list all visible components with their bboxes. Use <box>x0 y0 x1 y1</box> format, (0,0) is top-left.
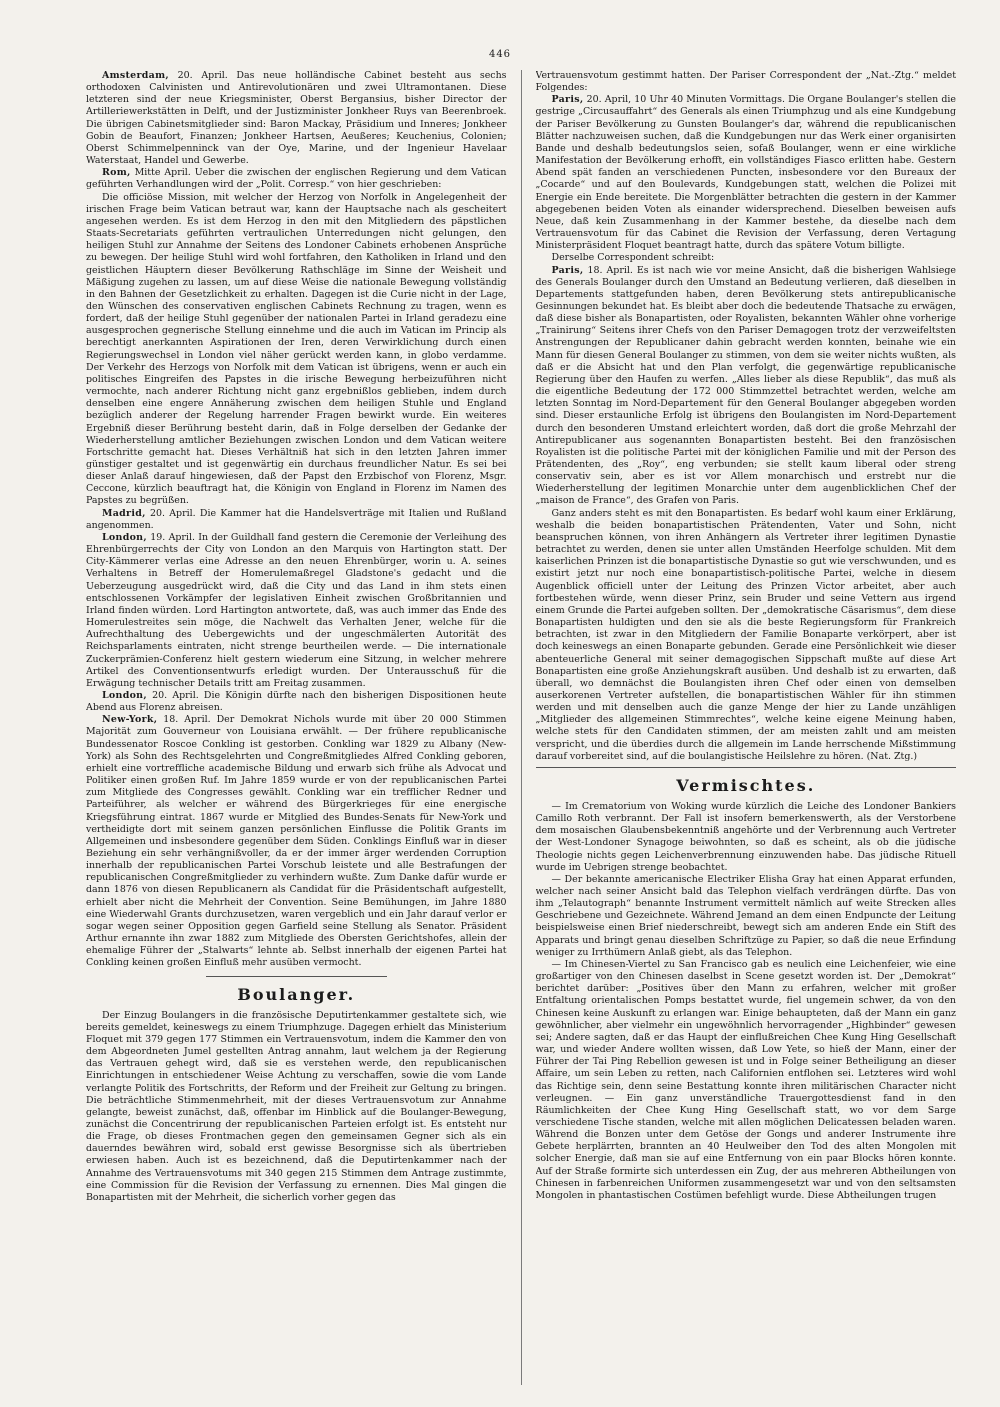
article-paragraph <box>86 532 507 690</box>
article-paragraph <box>536 94 957 252</box>
foreign-news-articles <box>86 70 507 970</box>
article-text: Ganz anders steht es mit den Bonapartisten. Es bedarf wohl kaum einer Erklärung, weshalb die beiden bonapartistischen Prätendenten, Vater und Sohn, nicht beanspruchen können, von ihren Anhängern als Vertreter ihrer legitimen Dynastie betrachtet zu werden, denen sie unter allen Umständen Heerfolge schulden. Mit dem kaiserlichen Prinzen ist die bonapartistische Dynastie so gut wie verschwunden, und es existirt jetzt nur noch eine bonapartistisch-politische Partei, welche in diesem Augenblick officiell unter der Leitung des Prinzen Victor arbeitet, aber auch fortbestehen würde, wenn dieser Prinz, sein Bruder und seine Vettern aus irgend einem Grunde die Partei aufgeben sollten. Der „demokratische Cäsarismus“, dem diese Bonapartisten huldigten und den sie als die beste Regierungsform für Frankreich betrachten, ist zwar in den Mitgliedern der Familie Bonaparte verkörpert, aber ist doch keineswegs an einen Bonaparte gebunden. Gerade eine Persönlichkeit wie dieser abenteuerliche General mit seiner demagogischen Sippschaft mußte auf diese Art Bonapartisten eine große Anziehungskraft ausüben. Und deshalb ist zu erwarten, daß überall, wo demnächst die Boulangisten ihren Chef oder einen von demselben auserkorenen Vertreter aufstellen, die bonapartistischen Wähler für ihn stimmen werden und mit denselben auch die ganze Menge der hier zu Lande unzähligen „Mitglieder des allgemeinen Stimmrechtes“, welche keine eigene Meinung haben, welche stets für den Candidaten stimmen, der am meisten zahlt und am meisten verspricht, und die überdies durch die allgemein im Lande herrschende Mißstimmung darauf vorbereitet sind, auf die boulangistische Heilslehre zu hören. (Nat. Ztg.) <box>535 507 956 762</box>
dateline: Amsterdam, <box>102 70 169 81</box>
article-text: 20. April. Das neue holländische Cabinet besteht aus sechs orthodoxen Calvinisten und Antirevolutionären und zwei Ultramontanen. Diese letzteren sind der neue Kriegsminister, Oberst Bergansius, bisher Director der Artilleriewerkstätten in Delft, und der Justizminister Jonkheer Ruys van Beerenbroek. Die übrigen Cabinetsmitglieder sind: Baron Mackay, Präsidium und Inneres; Jonkheer Gobin de Beaufort, Finanzen; Jonkheer Hartsen, Aeußeres; Keuchenius, Colonien; Oberst Schimmelpenninck van der Oye, Marine, und der Ingenieur Havelaar Waterstaat, Handel und Gewerbe. <box>86 70 507 167</box>
article-text: 20. April. Die Kammer hat die Handelsverträge mit Italien und Rußland angenommen. <box>86 507 507 531</box>
article-text: Die officiöse Mission, mit welcher der Herzog von Norfolk in Angelegenheit der irischen Frage beim Vatican betraut war, kann der Hauptsache nach als gescheitert angesehen werden. Es ist dem Herzog in den mit den Mitgliedern des päpstlichen Staats-Secretariats geführten vertraulichen Unterredungen nicht gelungen, den heiligen Stuhl zur Annahme der Seitens des Londoner Cabinets erhobenen Ansprüche zu bewegen. Der heilige Stuhl wird wohl fortfahren, den Katholiken in Irland und den geistlichen Häuptern dieser Bevölkerung Rathschläge im Sinne der Weisheit und Mäßigung zugehen zu lassen, um auf diese Weise die nationale Bewegung vollständig in den Bahnen der Gesetzlichkeit zu erhalten. Dagegen ist die Curie nicht in der Lage, den Wünschen des conservativen englischen Cabinets Rechnung zu tragen, wenn es fordert, daß der heilige Stuhl gegenüber der nationalen Partei in Irland geradezu eine ausgesprochen gegnerische Stellung einnehme und die auch im Vatican im Princip als berechtigt anerkannten Aspirationen der Iren, deren Verwirklichung durch einen Regierungswechsel in London viel näher gerückt werden kann, in globo verdamme. Der Verkehr des Herzogs von Norfolk mit dem Vatican ist übrigens, wenn er auch ein politisches Eingreifen des Papstes in die irische Bewegung herbeizuführen nicht vermochte, nach anderer Richtung nicht ganz ergebnißlos geblieben, indem durch denselben eine engere Annäherung zwischen dem heiligen Stuhle und England bezüglich anderer der Regelung harrender Fragen bewirkt wurde. Ein weiteres Ergebniß dieser Berührung besteht darin, daß in Folge derselben der Gedanke der Wiederherstellung amtlicher Beziehungen zwischen London und dem Vatican weitere Fortschritte gemacht hat. Dieses Verhältniß hat sich in den letzten Jahren immer günstiger gestaltet und ist gegenwärtig ein durchaus freundlicher Natur. Es sei bei dieser Anlaß darauf hingewiesen, daß der Papst den Erzbischof von Florenz, Msgr. Ceccone, kürzlich beauftragt hat, die Königin von England in Florenz im Namen des Papstes zu begrüßen. <box>86 191 507 507</box>
dateline: Paris, <box>551 264 584 276</box>
article-paragraph <box>86 192 507 508</box>
vermischtes-heading: Vermischtes. <box>676 775 816 795</box>
article-paragraph <box>536 265 957 508</box>
article-text: Vertrauensvotum gestimmt hatten. Der Pariser Correspondent der „Nat.-Ztg.“ meldet Folgendes: <box>535 70 956 94</box>
dateline: London, <box>102 531 147 543</box>
boulanger-heading: Boulanger. <box>237 984 356 1004</box>
vermischtes-items <box>536 801 957 1202</box>
dateline: Paris, <box>551 94 584 106</box>
article-paragraph <box>536 70 957 94</box>
article-paragraph <box>536 508 957 763</box>
boulanger-continuation <box>536 70 957 763</box>
section-divider <box>536 767 957 768</box>
section-divider <box>206 976 387 977</box>
left-column <box>86 70 507 1385</box>
dateline: Rom, <box>102 167 131 179</box>
article-text: Derselbe Correspondent schreibt: <box>551 252 715 264</box>
columns <box>86 70 956 1385</box>
article-text: 20. April, 10 Uhr 40 Minuten Vormittags. Die Organe Boulanger's stellen die gestrige „Circusauffahrt“ des Generals als einen Triumphzug und als eine Kundgebung der Pariser Bevölkerung zu Gunsten Boulanger's dar, während die republicanischen Blätter nachzuweisen suchen, daß die Kundgebungen nur das Werk einer organisirten Bande und deshalb bedeutungslos seien, sofaß Boulanger, wenn er eine wirkliche Manifestation der Bevölkerung erhofft, ein vollständiges Fiasco erlitten habe. Gestern Abend spät fanden an verschiedenen Puncten, insbesondere vor den Bureaux der „Cocarde“ und auf den Boulevards, Kundgebungen statt, welchen die Polizei mit Energie ein Ende bereitete. Die Morgenblätter betrachten die gestern in der Kammer abgegebenen beiden Voten als einander widersprechend. Dieselben beweisen aufs Neue, daß kein Zusammenhang in der Kammer bestehe, da dieselbe nach dem Vertrauensvotum für das Cabinet die Revision der Verfassung, deren Vertagung Ministerpräsident Floquet beantragt hatte, durch das spätere Votum billigte. <box>535 94 956 252</box>
right-column <box>536 70 957 1385</box>
news-item: — Im Chinesen-Viertel zu San Francisco gab es neulich eine Leichenfeier, wie eine großartiger von den Chinesen daselbst in Scene gesetzt worden ist. Der „Demokrat“ berichtet darüber: „Positives über den Mann zu erfahren, welcher mit großer Entfaltung orientalischen Pomps bestattet wurde, fiel ungemein schwer, da von den Chinesen keine Auskunft zu erlangen war. Einige behaupteten, daß der Mann ein ganz gewöhnlicher, aber vielmehr ein ungewöhnlich hervorragender „Highbinder“ gewesen sei; Andere sagten, daß er das Haupt der einflußreichen Chee Kung Hing Gesellschaft war, und wieder Andere wollten wissen, daß Low Yete, so hieß der Mann, einer der Führer der Tai Ping Rebellion gewesen ist und in Folge seiner Betheiligung an dieser Affaire, um sein Leben zu retten, nach Californien entflohen sei. Letzteres wird wohl das Richtige sein, denn seine Bestattung konnte ihren militärischen Character nicht verleugnen. — Ein ganz unverständliche Trauergottesdienst fand in den Räumlichkeiten der Chee Kung Hing Gesellschaft statt, wo vor dem Sarge verschiedene Tische standen, welche mit allen möglichen Delicatessen beladen waren. Während die Bonzen unter dem Getöse der Gongs und anderer Instrumente ihre Gebete herplärrten, brannten an 40 Heulweiber den Tod des alten Mongolen mit solcher Energie, daß man sie auf eine Entfernung von ein paar Blocks hören konnte. Auf der Straße formirte sich unterdessen ein Zug, der aus mehreren Abtheilungen von Chinesen in farbenreichen Uniformen zusammengesetzt war und von den seltsamsten Mongolen in phantastischen Costümen befehligt wurde. Diese Abtheilungen trugen <box>535 958 956 1201</box>
article-text: Mitte April. Ueber die zwischen der englischen Regierung und dem Vatican geführten Verhandlungen wird der „Polit. Corresp.“ von hier geschrieben: <box>86 167 507 191</box>
dateline: Madrid, <box>102 507 146 519</box>
column-divider <box>521 70 522 1385</box>
boulanger-paragraph: Der Einzug Boulangers in die französische Deputirtenkammer gestaltete sich, wie bereits gemeldet, keineswegs zu einem Triumphzuge. Dagegen erhielt das Ministerium Floquet mit 379 gegen 177 Stimmen ein Vertrauensvotum, indem die Kammer den von dem Abgeordneten Jumel gestellten Antrag annahm, laut welchem ja der Regierung das Vertrauen gehegt wird, daß sie es verstehen werde, den republicanischen Einrichtungen in entschiedener Weise Achtung zu verschaffen, sowie die vom Lande verlangte Politik des Fortschritts, der Reform und der Freiheit zur Geltung zu bringen. Die beträchtliche Stimmenmehrheit, mit der dieses Vertrauensvotum zur Annahme gelangte, beweist zunächst, daß, offenbar im Hinblick auf die Boulanger-Bewegung, zunächst die Concentrirung der republicanischen Parteien erfolgt ist. Es entsteht nur die Frage, ob dieses Frontmachen gegen den gemeinsamen Gegner sich als ein dauerndes bewähren wird, sobald erst gewisse Besorgnisse sich als übertrieben erwiesen haben. Auch ist es bezeichnend, daß die Deputirtenkammer nach der Annahme des Vertrauensvotums mit 340 gegen 215 Stimmen dem Antrage zustimmte, eine Commission für die Revision der Verfassung zu ernennen. Dies Mal gingen die Bonapartisten mit der Mehrheit, die sicherlich vorher gegen das <box>86 1009 507 1203</box>
article-text: 18. April. Der Demokrat Nichols wurde mit über 20 000 Stimmen Majorität zum Gouverneur von Louisiana erwählt. — Der frühere republicanische Bundessenator Roscoe Conkling ist gestorben. Conkling war 1829 zu Albany (New-York) als Sohn des Rechtsgelehrten und Congreßmitgliedes Alfred Conkling geboren, erhielt eine vortreffliche academische Bildung und erwarb sich frühe als Advocat und Politiker einen großen Ruf. Im Jahre 1859 wurde er von der republicanischen Partei zum Mitgliede des Congresses gewählt. Conkling war ein trefflicher Redner und Parteiführer, als welcher er während des Bürgerkrieges für eine energische Kriegsführung eintrat. 1867 wurde er Mitglied des Bundes-Senats für New-York und vertheidigte dort mit seinem ganzen persönlichen Einflusse die Politik Grants im Allgemeinen und insbesondere gegenüber dem Süden. Conklings Einfluß war in dieser Beziehung ein sehr verhängnißvoller, da er der immer ärger werdenden Corruption innerhalb der republicanischen Partei Vorschub leistete und alle Bestrafungen der republicanischen Congreßmitglieder zu verhindern wußte. Zum Danke dafür wurde er dann 1876 von diesen Republicanern als Candidat für die Präsidentschaft aufgestellt, erhielt aber nicht die Mehrheit der Convention. Seine Bemühungen, im Jahre 1880 eine Wiederwahl Grants durchzusetzen, waren vergeblich und ein Jahr darauf verlor er sogar wegen seiner Opposition gegen Garfield seine Stellung als Senator. Präsident Arthur ernannte ihn zwar 1882 zum Mitgliede des Obersten Gerichtshofes, allein der ehemalige Führer der „Stalwarts“ lehnte ab. Selbst innerhalb der eigenen Partei hat Conkling keinen großen Einfluß mehr ausüben vermocht. <box>86 714 507 969</box>
article-paragraph <box>86 508 507 532</box>
article-paragraph <box>86 167 507 191</box>
article-paragraph <box>86 690 507 714</box>
page-number: 446 <box>488 49 512 60</box>
article-paragraph <box>86 70 507 167</box>
article-text: 19. April. In der Guildhall fand gestern die Ceremonie der Verleihung des Ehrenbürgerrechts der City von London an den Marquis von Hartington statt. Der City-Kämmerer verlas eine Adresse an den neuen Ehrenbürger, worin u. A. seines Verhaltens in Betreff der Homerulemaßregel Gladstone's gedacht und die Ueberzeugung ausgedrückt wird, daß die City und das Land in ihm stets einen entschlossenen Vorkämpfer der legislativen Einheit zwischen Großbritannien und Irland finden würden. Lord Hartington antwortete, daß, was auch immer das Ende des Homerulestreites sein möge, die Nachwelt das Verhalten Jener, welche für die Aufrechthaltung des Uebergewichts und der ungeschmälerten Autorität des Reichsparlaments eintraten, nicht strenge beurtheilen werde. — Die internationale Zuckerprämien-Conferenz hielt gestern wiederum eine Sitzung, in welcher mehrere Artikel des Conventionsentwurfs erledigt wurden. Der Unterausschuß für die Erwägung technischer Details tritt am Freitag zusammen. <box>86 531 507 689</box>
news-item: — Im Crematorium von Woking wurde kürzlich die Leiche des Londoner Bankiers Camillo Roth verbrannt. Der Fall ist insofern bemerkenswerth, als der Verstorbene dem mosaischen Glaubensbekenntniß angehörte und der Verbrennung auch Vertreter der West-Londoner Synagoge beiwohnten, so daß es scheint, als ob die jüdische Theologie nichts gegen Leichenverbrennung einzuwenden habe. Das jüdische Rituell wurde im Uebrigen strenge beobachtet. <box>535 800 956 873</box>
article-text: 20. April. Die Königin dürfte nach den bisherigen Dispositionen heute Abend aus Florenz abreisen. <box>86 689 507 714</box>
article-text: 18. April. Es ist nach wie vor meine Ansicht, daß die bisherigen Wahlsiege des Generals Boulanger durch den Umstand an Bedeutung verlieren, daß dieselben in Departements stattgefunden haben, deren Bevölkerung stets antirepublicanische Gesinnungen bekundet hat. Es bleibt aber doch die bedeutende Thatsache zu erwägen, daß diese bisher als Bonapartisten, oder Royalisten, bekannten Wähler ohne vorherige „Trainirung“ Seitens ihrer Chefs von den Pariser Demagogen trotz der verzweifeltsten Anstrengungen der Republicaner dahin gebracht werden konnten, beinahe wie ein Mann für diesen General Boulanger zu stimmen, von dem sie weiter nichts wußten, als daß er die Absicht hat und den Plan verfolgt, die gegenwärtige republicanische Regierung über den Haufen zu werfen. „Alles lieber als diese Republik“, das muß als die eigentliche Bedeutung der 172 000 Stimmzettel betrachtet werden, welche am letzten Sonntag im Nord-Departement für den General Boulanger abgegeben worden sind. Dieser erstaunliche Erfolg ist übrigens den Boulangisten im Nord-Departement durch den besonderen Umstand erleichtert worden, daß dort die große Mehrzahl der Antirepublicaner aus sogenannten Bonapartisten besteht. Bei den französischen Royalisten ist die politische Partei mit der königlichen Familie und mit der Person des Prätendenten, des „Roy“, eng verbunden; sie stellt kaum liberal oder streng conservativ sein, aber es ist vor Allem monarchisch und erstrebt nur die Wiederherstellung der legitimen Monarchie unter dem augenblicklichen Chef der „maison de France“, des Grafen von Paris. <box>535 264 956 507</box>
dateline: New-York, <box>102 714 158 726</box>
news-item: — Der bekannte americanische Electriker Elisha Gray hat einen Apparat erfunden, welcher nach seiner Ansicht bald das Telephon vielfach verdrängen dürfte. Das von ihm „Telautograph“ benannte Instrument vermittelt nämlich auf weite Strecken alles Geschriebene und Gezeichnete. Während Jemand an dem einen Endpuncte der Leitung beispielsweise einen Brief niederschreibt, bewegt sich am anderen Ende ein Stift des Apparats und bringt genau dieselben Schriftzüge zu Papier, so daß die neue Erfindung weniger zu Irrthümern Anlaß giebt, als das Telephon. <box>535 873 956 958</box>
article-paragraph <box>536 252 957 264</box>
article-paragraph <box>86 714 507 969</box>
dateline: London, <box>102 689 147 701</box>
